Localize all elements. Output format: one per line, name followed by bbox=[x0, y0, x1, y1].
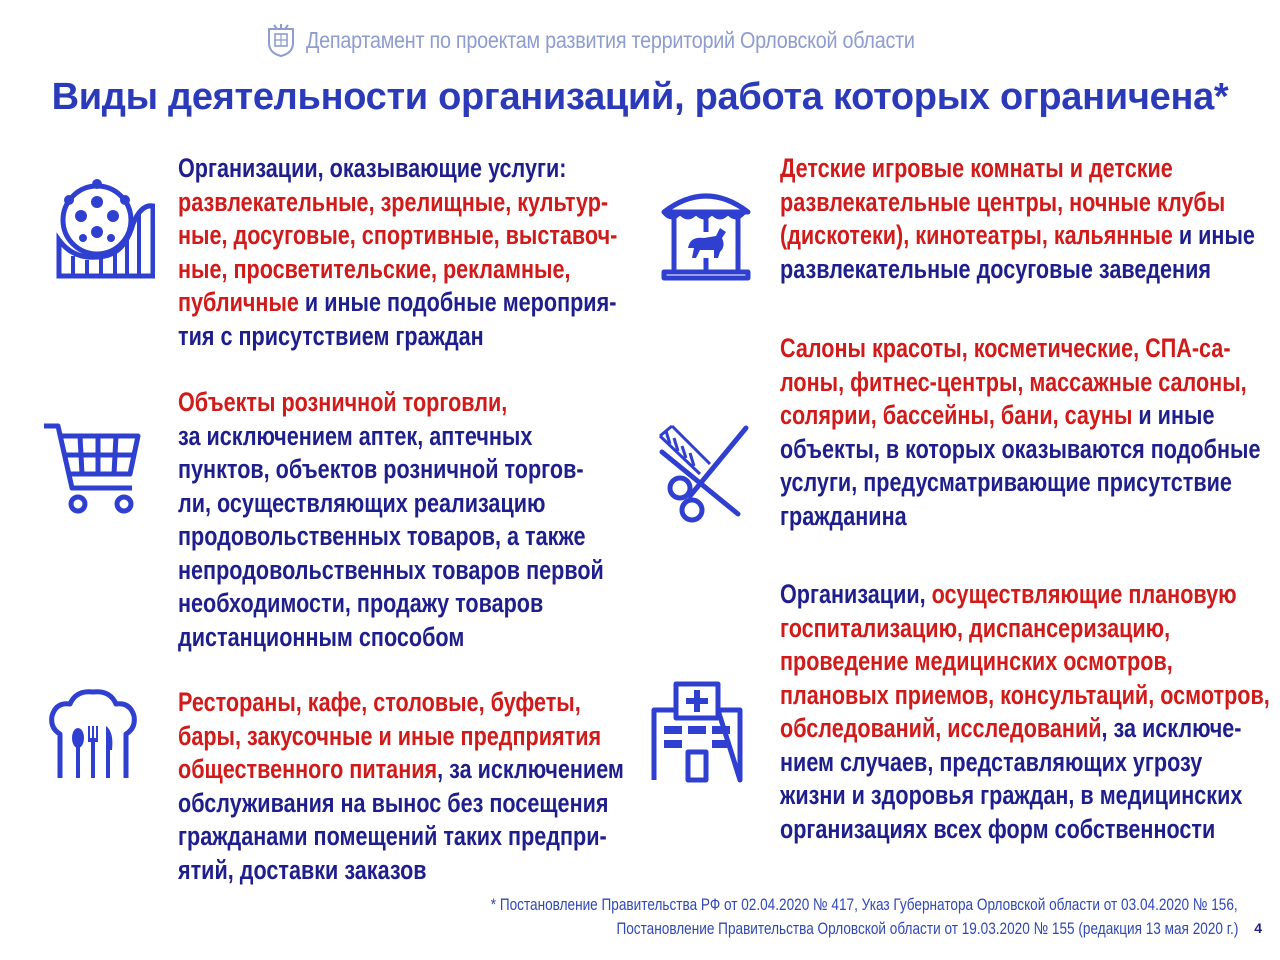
footnote-line-2 bbox=[138, 918, 1238, 940]
text-line: обслуживания на вынос без посещения bbox=[178, 787, 609, 818]
text-line: продовольственных товаров, а также bbox=[178, 521, 586, 551]
footnote-text: Постановление Правительства Орловской области от 19.03.2020 № 155 (редакция 13 мая 2020 г.) bbox=[616, 919, 1238, 938]
text-line: Рестораны, кафе, столовые, буфеты, bbox=[178, 687, 581, 717]
department-name: Департамент по проектам развития территорий Орловской области bbox=[306, 26, 915, 53]
text-line: , за исключением bbox=[437, 754, 624, 784]
page-title: Виды деятельности организаций, работа которых ограничена* bbox=[51, 76, 1229, 118]
left-block-retail bbox=[178, 386, 604, 654]
text-line: и иные bbox=[1132, 400, 1215, 430]
text-line: Организации, bbox=[780, 579, 932, 609]
right-block-children-leisure bbox=[780, 152, 1255, 286]
text-line: развлекательные, зрелищные, культур- bbox=[178, 186, 609, 217]
text-line: бары, закусочные и иные предприятия bbox=[178, 720, 602, 751]
text-line: гражданина bbox=[780, 500, 907, 531]
text-line: и иные bbox=[1172, 220, 1255, 250]
text-line: плановых приемов, консультаций, осмотров, bbox=[780, 679, 1270, 710]
shopping-cart-icon bbox=[42, 418, 142, 516]
text-line: , за исключе- bbox=[1101, 713, 1242, 743]
chef-hat-cutlery-icon bbox=[48, 688, 138, 780]
text-line: непродовольственных товаров первой bbox=[178, 554, 604, 585]
footnote-text: * Постановление Правительства РФ от 02.04.2020 № 417, Указ Губернатора Орловской области от 03.04.2020 № 156, bbox=[491, 895, 1238, 914]
text-line: развлекательные досуговые заведения bbox=[780, 253, 1211, 284]
page-number: 4 bbox=[1254, 920, 1262, 936]
text-line: необходимости, продажу товаров bbox=[178, 588, 544, 618]
text-line: ные, просветительские, рекламные, bbox=[178, 253, 571, 284]
right-block-medical bbox=[780, 578, 1270, 846]
text-line: дистанционным способом bbox=[178, 621, 465, 652]
text-line: Организации, оказывающие услуги: bbox=[178, 153, 567, 183]
text-line: и иные подобные мероприя- bbox=[298, 287, 617, 317]
text-highlight: (дискотеки), кинотеатры, кальянные bbox=[780, 220, 1173, 250]
text-line: тия с присутствием граждан bbox=[178, 320, 484, 351]
text-line: проведение медицинских осмотров, bbox=[780, 646, 1173, 676]
comb-scissors-icon bbox=[656, 422, 752, 526]
text-line: ные, досуговые, спортивные, выставоч- bbox=[178, 220, 618, 250]
text-line: жизни и здоровья граждан, в медицинских bbox=[780, 780, 1243, 810]
text-highlight: обследований, исследований bbox=[780, 713, 1102, 743]
text-line: объекты, в которых оказываются подобные bbox=[780, 433, 1261, 464]
text-line: услуги, предусматривающие присутствие bbox=[780, 467, 1232, 497]
text-highlight: общественного питания bbox=[178, 754, 438, 784]
text-line: госпитализацию, диспансеризацию, bbox=[780, 612, 1171, 643]
text-line: организациях всех форм собственности bbox=[780, 813, 1216, 844]
text-highlight: публичные bbox=[178, 287, 299, 317]
text-line: пунктов, объектов розничной торгов- bbox=[178, 454, 584, 484]
regional-crest-icon bbox=[266, 23, 296, 57]
footnote-line-1 bbox=[138, 894, 1238, 916]
left-block-catering bbox=[178, 686, 624, 887]
text-line: Салоны красоты, косметические, СПА-са- bbox=[780, 333, 1231, 363]
carousel-icon bbox=[660, 186, 752, 282]
right-block-beauty bbox=[780, 332, 1260, 533]
text-line: ятий, доставки заказов bbox=[178, 854, 427, 885]
text-line: Детские игровые комнаты и детские bbox=[780, 153, 1173, 183]
text-line: ли, осуществляющих реализацию bbox=[178, 487, 546, 518]
text-highlight: осуществляющие плановую bbox=[931, 579, 1237, 609]
text-line: гражданами помещений таких предпри- bbox=[178, 821, 607, 851]
text-line: Объекты розничной торговли, bbox=[178, 387, 508, 417]
roller-coaster-icon bbox=[55, 176, 155, 280]
left-block-entertainment bbox=[178, 152, 617, 353]
page-header bbox=[0, 20, 1280, 60]
hospital-icon bbox=[650, 680, 744, 784]
text-highlight: солярии, бассейны, бани, сауны bbox=[780, 400, 1133, 430]
text-line: лоны, фитнес-центры, массажные салоны, bbox=[780, 366, 1247, 397]
text-line: нием случаев, представляющих угрозу bbox=[780, 746, 1203, 777]
text-line: развлекательные центры, ночные клубы bbox=[780, 186, 1226, 217]
text-line: за исключением аптек, аптечных bbox=[178, 420, 533, 451]
